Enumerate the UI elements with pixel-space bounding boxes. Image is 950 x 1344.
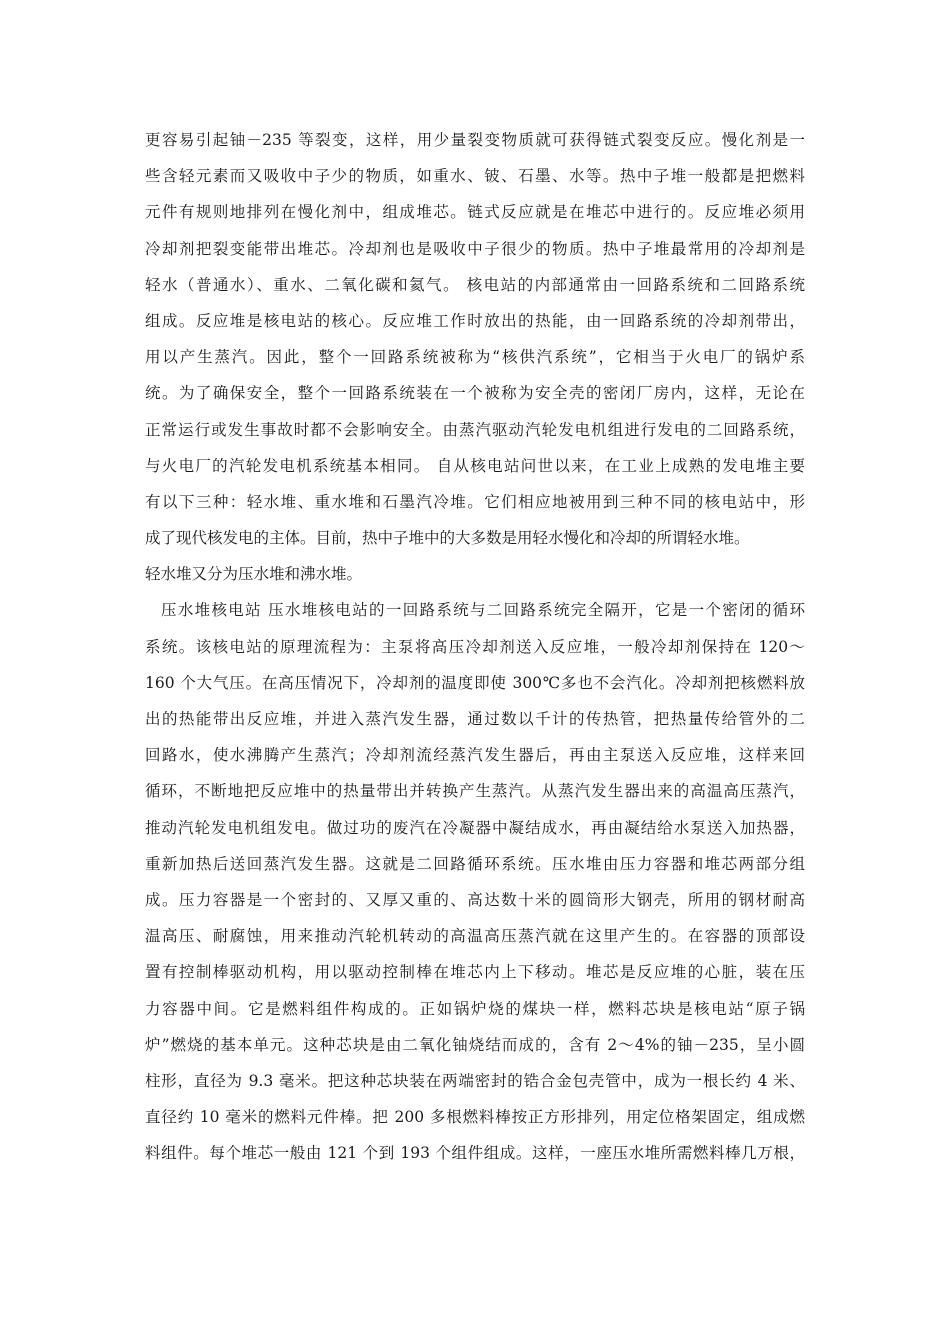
body-text xyxy=(145,122,805,1171)
text-line: 元件有规则地排列在慢化剂中，组成堆芯。链式反应就是在堆芯中进行的。反应堆必须用 xyxy=(145,203,805,222)
text-line: 料组件。每个堆芯一般由 121 个到 193 个组件组成。这样，一座压水堆所需燃料棒几万根， xyxy=(145,1144,805,1163)
text-line: 轻水（普通水）、重水、二氧化碳和氦气。 核电站的内部通常由一回路系统和二回路系统 xyxy=(145,275,805,294)
text-line: 温高压、耐腐蚀，用来推动汽轮机转动的高温高压蒸汽就在这里产生的。在容器的顶部设 xyxy=(145,927,805,946)
text-line: 炉”燃烧的基本单元。这种芯块是由二氧化铀烧结而成的，含有 2～4%的铀－235，呈小圆 xyxy=(145,1035,805,1054)
text-line: 重新加热后送回蒸汽发生器。这就是二回路循环系统。压水堆由压力容器和堆芯两部分组 xyxy=(145,854,805,873)
text-line: 正常运行或发生事故时都不会影响安全。由蒸汽驱动汽轮发电机组进行发电的二回路系统， xyxy=(145,420,805,439)
text-line: 用以产生蒸汽。因此，整个一回路系统被称为“核供汽系统”，它相当于火电厂的锅炉系 xyxy=(145,348,805,367)
text-line: 出的热能带出反应堆，并进入蒸汽发生器，通过数以千计的传热管，把热量传给管外的二 xyxy=(145,710,805,728)
text-line: 160 个大气压。在高压情况下，冷却剂的温度即使 300℃多也不会汽化。冷却剂把核燃料放 xyxy=(145,673,805,692)
text-line: 更容易引起铀－235 等裂变，这样，用少量裂变物质就可获得链式裂变反应。慢化剂是一 xyxy=(145,131,805,149)
text-line: 循环，不断地把反应堆中的热量带出并转换产生蒸汽。从蒸汽发生器出来的高温高压蒸汽， xyxy=(145,782,805,801)
text-line: 力容器中间。它是燃料组件构成的。正如锅炉烧的煤块一样，燃料芯块是核电站“原子锅 xyxy=(145,999,805,1018)
text-line: 些含轻元素而又吸收中子少的物质，如重水、铍、石墨、水等。热中子堆一般都是把燃料 xyxy=(145,167,805,186)
text-line: 组成。反应堆是核电站的核心。反应堆工作时放出的热能，由一回路系统的冷却剂带出， xyxy=(145,311,805,330)
text-line: 冷却剂把裂变能带出堆芯。冷却剂也是吸收中子很少的物质。热中子堆最常用的冷却剂是 xyxy=(145,239,805,258)
text-line: 柱形，直径为 9.3 毫米。把这种芯块装在两端密封的锆合金包壳管中，成为一根长约 4 米、 xyxy=(145,1071,805,1090)
text-line: 成了现代核发电的主体。目前，热中子堆中的大多数是用轻水慢化和冷却的所谓轻水堆。 xyxy=(145,529,750,548)
text-line: 置有控制棒驱动机构，用以驱动控制棒在堆芯内上下移动。堆芯是反应堆的心脏，装在压 xyxy=(145,963,805,982)
text-line: 与火电厂的汽轮发电机系统基本相同。 自从核电站问世以来，在工业上成熟的发电堆主要 xyxy=(145,456,805,475)
text-line: 有以下三种：轻水堆、重水堆和石墨汽冷堆。它们相应地被用到三种不同的核电站中，形 xyxy=(145,492,805,511)
text-line: 推动汽轮发电机组发电。做过功的废汽在冷凝器中凝结成水，再由凝结给水泵送入加热器， xyxy=(145,818,805,837)
text-line: 统。为了确保安全，整个一回路系统装在一个被称为安全壳的密闭厂房内，这样，无论在 xyxy=(145,384,805,403)
text-line: 成。压力容器是一个密封的、又厚又重的、高达数十米的圆筒形大钢壳，所用的钢材耐高 xyxy=(145,890,805,909)
paragraph-end-line: 轻水堆又分为压水堆和沸水堆。 xyxy=(145,565,363,584)
text-line: 系统。该核电站的原理流程为：主泵将高压冷却剂送入反应堆，一般冷却剂保持在 120～ xyxy=(145,637,805,656)
text-line: 直径约 10 毫米的燃料元件棒。把 200 多根燃料棒按正方形排列，用定位格架固定，组成燃 xyxy=(145,1108,805,1127)
paragraph-start-line: 压水堆核电站 压水堆核电站的一回路系统与二回路系统完全隔开，它是一个密闭的循环 xyxy=(161,601,805,620)
text-line: 回路水，使水沸腾产生蒸汽；冷却剂流经蒸汽发生器后，再由主泵送入反应堆，这样来回 xyxy=(145,746,805,765)
